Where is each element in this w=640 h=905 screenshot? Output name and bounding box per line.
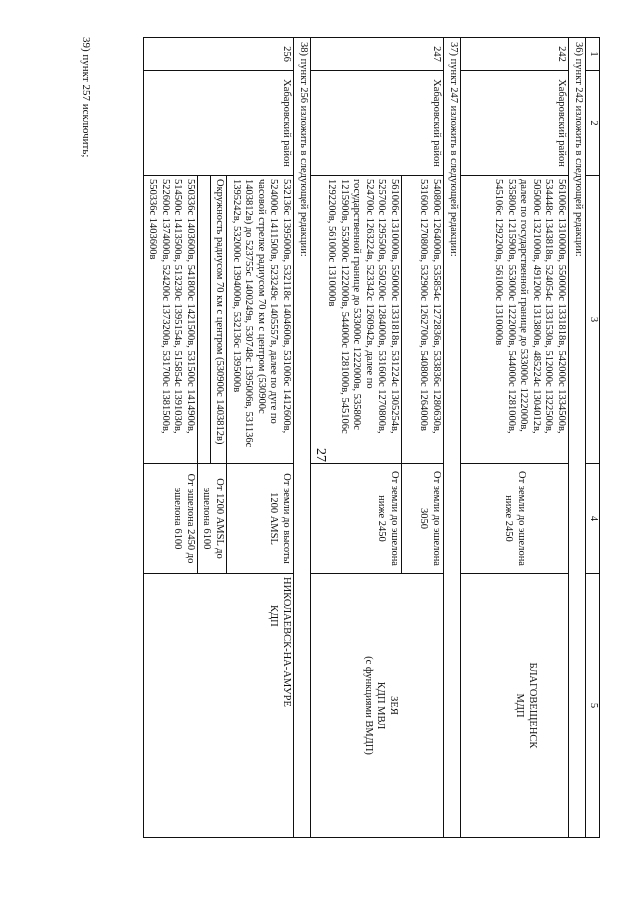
height-text: От земли до высоты 1200 AMSL xyxy=(268,473,292,564)
coord-block: Окружность радиусом 70 км с центром (530900с 1403812в) xyxy=(211,176,227,463)
unit-type: КДП xyxy=(268,605,280,627)
region: Хабаровский район xyxy=(144,71,294,176)
unit-note: (с функциями ВМДП) xyxy=(363,656,374,755)
coordinates: 561006с 1310000в, 550000с 1331818в, 542000с 1334500в, 534448с 1343818в, 524054с 1331530в, 512000с 1322500в, 505000с 1321000в, 491200с 1313800в, 485224с 1304012в, далее по государственной границе до 533000с 1222000в, 535800с 1215900в, 553000с 1222000в, 544000с 1281000в, 545106с 1292200в, 561000с 1310000в xyxy=(461,176,569,464)
height-text: От земли до эшелона ниже 2450 xyxy=(311,464,402,573)
table-row xyxy=(461,38,569,838)
region: Хабаровский район xyxy=(461,71,569,176)
header-cell: 3 xyxy=(586,176,600,464)
height-text: От земли до эшелона 3050 xyxy=(418,471,442,566)
airspace-table xyxy=(143,37,600,838)
section-title: 38) пункт 256 изложить в следующей редакции: xyxy=(294,38,311,838)
height-range xyxy=(461,464,569,574)
section-title-row xyxy=(294,38,311,838)
section-title-row xyxy=(444,38,461,838)
page-number: 27 xyxy=(313,448,328,462)
rotated-table-area xyxy=(75,37,600,837)
height-range xyxy=(311,464,444,574)
coord-block: 532136с 1395000в, 532118с 1404600в, 531006с 1412600в, 524000с 1411500в, 523249с 1405557в, далее по дуге по часовой стрелке радиусом 70 км с центром (530900с 1403812в) до 523755с 1400249в, 530748с 1395006в, 531136с 1395242в, 532000с 1394000в, 532136с 1395000в xyxy=(231,179,292,448)
unit-name: НИКОЛАЕВСК-НА-АМУРЕ xyxy=(281,577,292,707)
coordinates xyxy=(144,176,294,464)
section-title-row xyxy=(569,38,586,838)
section-title: 37) пункт 247 изложить в следующей редакции: xyxy=(444,38,461,838)
header-cell: 4 xyxy=(586,464,600,574)
unit-type: МДП xyxy=(514,693,526,718)
unit-type: КДП МВЛ xyxy=(375,681,387,730)
control-unit xyxy=(144,574,294,838)
row-number: 256 xyxy=(144,38,294,71)
header-cell: 1 xyxy=(586,38,600,71)
table-row xyxy=(311,38,444,838)
region: Хабаровский район xyxy=(311,71,444,176)
row-number: 242 xyxy=(461,38,569,71)
unit-name: ЗЕЯ xyxy=(388,696,399,715)
coordinates xyxy=(311,176,444,464)
control-unit xyxy=(311,574,444,838)
coord-block: 540800с 1264000в, 535854с 1272836в, 533836с 1280630в, 531600с 1270800в, 532900с 1262700в, 540800с 1264000в xyxy=(418,179,442,434)
header-row xyxy=(586,38,600,838)
footer-instruction: 39) пункт 257 исключить; xyxy=(80,37,92,158)
header-cell: 5 xyxy=(586,574,600,838)
row-number: 247 xyxy=(311,38,444,71)
table-row xyxy=(144,38,294,838)
height-text: От 1200 AMSL до эшелона 6100 xyxy=(198,464,227,573)
unit-name: БЛАГОВЕЩЕНСК xyxy=(527,662,538,749)
header-cell: 2 xyxy=(586,71,600,176)
control-unit xyxy=(461,574,569,838)
height-text: От земли до эшелона ниже 2450 xyxy=(503,471,527,566)
height-range xyxy=(144,464,294,574)
section-title: 36) пункт 242 изложить в следующей редакции: xyxy=(569,38,586,838)
coord-block: 561006с 1310000в, 550000с 1331818в, 531224с 1305254в, 525700с 1295500в, 550200с 1284000в, 531600с 1270800в, 524700с 1263224в, 523342с 1260942в, далее по государственной границе до 533000с 1222000в, 535800с 1215900в, 553000с 1222000в, 544000с 1281000в, 545106с 1292200в, 561000с 1310000в xyxy=(311,176,402,463)
height-text: От эшелона 2450 до эшелона 6100 xyxy=(144,464,198,573)
coord-block: 550336с 1403600в, 541800с 1421500в, 531500с 1414900в, 514500с 1413500в, 513230с 1395154в, 515854с 1391030в, 522600с 1374000в, 524200с 1373200в, 531700с 1381500в, 550336с 1403600в xyxy=(144,176,198,463)
